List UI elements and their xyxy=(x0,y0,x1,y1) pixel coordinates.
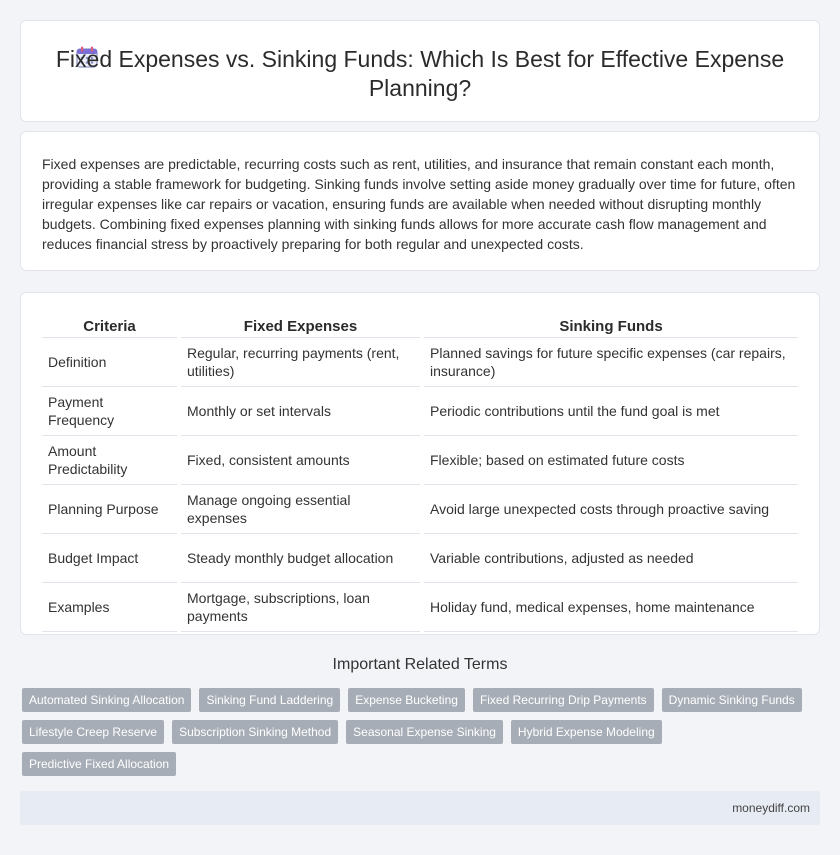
footer xyxy=(20,791,820,825)
related-term-tag[interactable]: Lifestyle Creep Reserve xyxy=(22,720,164,744)
comparison-card xyxy=(20,292,820,635)
column-header-sinking-funds: Sinking Funds xyxy=(422,315,798,337)
related-terms-title: Important Related Terms xyxy=(332,656,508,673)
page-title: Fixed Expenses vs. Sinking Funds: Which Is Best for Effective Expense Planning? xyxy=(55,46,785,101)
criteria-cell: Payment Frequency xyxy=(42,386,179,435)
sinking-funds-cell: Holiday fund, medical expenses, home maintenance xyxy=(422,582,798,631)
related-term-tag[interactable]: Fixed Recurring Drip Payments xyxy=(473,688,654,712)
related-term-tag[interactable]: Predictive Fixed Allocation xyxy=(22,752,176,776)
column-header-fixed-expenses: Fixed Expenses xyxy=(179,315,422,337)
fixed-expenses-cell: Monthly or set intervals xyxy=(179,386,422,435)
intro-card xyxy=(20,131,820,271)
criteria-cell: Definition xyxy=(42,337,179,386)
criteria-cell: Budget Impact xyxy=(42,533,179,582)
table-row xyxy=(42,435,798,484)
related-term-tag[interactable]: Expense Bucketing xyxy=(348,688,465,712)
related-term-tag[interactable]: Hybrid Expense Modeling xyxy=(511,720,662,744)
related-term-tag[interactable]: Subscription Sinking Method xyxy=(172,720,338,744)
table-row xyxy=(42,582,798,631)
table-row xyxy=(42,533,798,582)
related-term-tag[interactable]: Sinking Fund Laddering xyxy=(199,688,340,712)
fixed-expenses-cell: Fixed, consistent amounts xyxy=(179,435,422,484)
fixed-expenses-cell: Regular, recurring payments (rent, utilities) xyxy=(179,337,422,386)
table-row xyxy=(42,337,798,386)
title-card xyxy=(20,20,820,122)
sinking-funds-cell: Flexible; based on estimated future costs xyxy=(422,435,798,484)
intro-paragraph: Fixed expenses are predictable, recurring costs such as rent, utilities, and insurance that remain constant each month, providing a stable framework for budgeting. Sinking funds involve setting aside money gradually over time for future, often irregular expenses like car repairs or vacation, ensuring funds are available when needed without disrupting monthly budgets. Combining fixed expenses planning with sinking funds allows for more accurate cash flow management and reduces financial stress by proactively preparing for both regular and unexpected costs. xyxy=(42,156,796,252)
related-term-tag[interactable]: Dynamic Sinking Funds xyxy=(662,688,802,712)
criteria-cell: Planning Purpose xyxy=(42,484,179,533)
related-term-tag[interactable]: Automated Sinking Allocation xyxy=(22,688,191,712)
sinking-funds-cell: Avoid large unexpected costs through proactive saving xyxy=(422,484,798,533)
related-terms-list xyxy=(22,688,812,776)
footer-site-link[interactable]: moneydiff.com xyxy=(732,801,810,815)
fixed-expenses-cell: Steady monthly budget allocation xyxy=(179,533,422,582)
column-header-criteria: Criteria xyxy=(42,315,179,337)
table-row xyxy=(42,386,798,435)
table-header-row xyxy=(42,315,798,337)
sinking-funds-cell: Variable contributions, adjusted as needed xyxy=(422,533,798,582)
related-term-tag[interactable]: Seasonal Expense Sinking xyxy=(346,720,503,744)
sinking-funds-cell: Periodic contributions until the fund goal is met xyxy=(422,386,798,435)
criteria-cell: Examples xyxy=(42,582,179,631)
comparison-table xyxy=(42,315,798,632)
sinking-funds-cell: Planned savings for future specific expenses (car repairs, insurance) xyxy=(422,337,798,386)
table-row xyxy=(42,484,798,533)
fixed-expenses-cell: Manage ongoing essential expenses xyxy=(179,484,422,533)
criteria-cell: Amount Predictability xyxy=(42,435,179,484)
fixed-expenses-cell: Mortgage, subscriptions, loan payments xyxy=(179,582,422,631)
